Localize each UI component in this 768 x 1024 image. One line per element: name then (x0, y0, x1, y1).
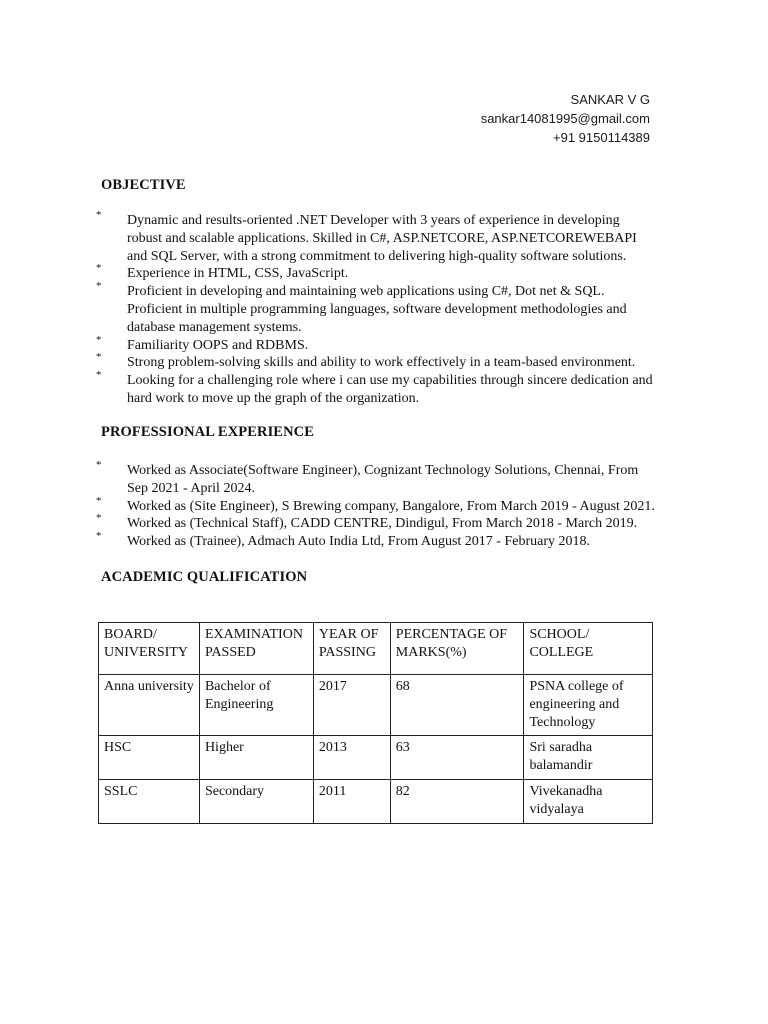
table-cell: Bachelor of Engineering (199, 675, 313, 736)
email-address: sankar14081995@gmail.com (480, 111, 650, 126)
bullet-icon: * (96, 351, 102, 364)
experience-list (96, 459, 656, 551)
table-cell: Vivekanadha vidyalaya (524, 779, 653, 823)
list-item: * Worked as (Site Engineer), S Brewing company, Bangalore, From March 2019 - August 2021. (96, 494, 655, 514)
phone-number: +91 9150114389 (553, 130, 650, 145)
table-row (99, 736, 653, 780)
table-row (99, 675, 653, 736)
table-cell: 2017 (313, 675, 390, 736)
experience-heading: PROFESSIONAL EXPERIENCE (101, 424, 314, 440)
list-item: * Looking for a challenging role where i can use my capabilities through sincere dedication and hard work to move up the graph of the organization. (96, 369, 653, 406)
list-item: * Strong problem-solving skills and ability to work effectively in a team-based environment. (96, 351, 636, 371)
table-cell: SSLC (99, 779, 200, 823)
list-item: * Proficient in developing and maintaining web applications using C#, Dot net & SQL. Proficient in multiple programming languages, software development methodologies and database management systems. (96, 280, 627, 335)
academic-heading: ACADEMIC QUALIFICATION (101, 569, 308, 585)
list-item: * Worked as (Trainee), Admach Auto India Ltd, From August 2017 - February 2018. (96, 530, 591, 550)
bullet-icon: * (96, 494, 102, 507)
table-cell: Anna university (99, 675, 200, 736)
table-cell: 2011 (313, 779, 390, 823)
table-cell: Sri saradha balamandir (524, 736, 653, 780)
list-item: * Worked as (Technical Staff), CADD CENTRE, Dindigul, From March 2018 - March 2019. (96, 512, 638, 532)
column-header: YEAR OF PASSING (313, 623, 390, 675)
table-row (99, 779, 653, 823)
table-cell: HSC (99, 736, 200, 780)
table-cell: PSNA college of engineering and Technology (524, 675, 653, 736)
column-header: BOARD/ UNIVERSITY (99, 623, 200, 675)
table-cell: Secondary (199, 779, 313, 823)
list-item: * Dynamic and results-oriented .NET Developer with 3 years of experience in developing robust and scalable applications. Skilled in C#, ASP.NETCORE, ASP.NETCOREWEBAPI and SQL Server, with a strong commitment to delivering high-quality software solutions. (96, 209, 637, 264)
column-header: EXAMINATION PASSED (199, 623, 313, 675)
bullet-icon: * (96, 333, 102, 346)
objective-list (96, 209, 656, 408)
objective-heading: OBJECTIVE (101, 177, 186, 193)
table-cell: Higher (199, 736, 313, 780)
candidate-name: SANKAR V G (570, 92, 650, 107)
bullet-icon: * (96, 459, 102, 471)
table-cell: 82 (390, 779, 524, 823)
table-cell: 2013 (313, 736, 390, 780)
list-item: * Worked as Associate(Software Engineer), Cognizant Technology Solutions, Chennai, From Sep 2021 - April 2024. (96, 459, 639, 496)
list-item: * Familiarity OOPS and RDBMS. (96, 333, 309, 353)
bullet-icon: * (96, 280, 102, 293)
bullet-icon: * (96, 530, 102, 543)
table-cell: 68 (390, 675, 524, 736)
column-header: SCHOOL/ COLLEGE (524, 623, 653, 675)
list-item: * Experience in HTML, CSS, JavaScript. (96, 262, 349, 282)
contact-block (481, 90, 650, 147)
column-header: PERCENTAGE OF MARKS(%) (390, 623, 524, 675)
table-cell: 63 (390, 736, 524, 780)
bullet-icon: * (96, 262, 102, 275)
bullet-icon: * (96, 209, 102, 221)
bullet-icon: * (96, 512, 102, 525)
bullet-icon: * (96, 369, 102, 382)
table-header-row (99, 623, 653, 675)
academic-table (98, 622, 653, 824)
